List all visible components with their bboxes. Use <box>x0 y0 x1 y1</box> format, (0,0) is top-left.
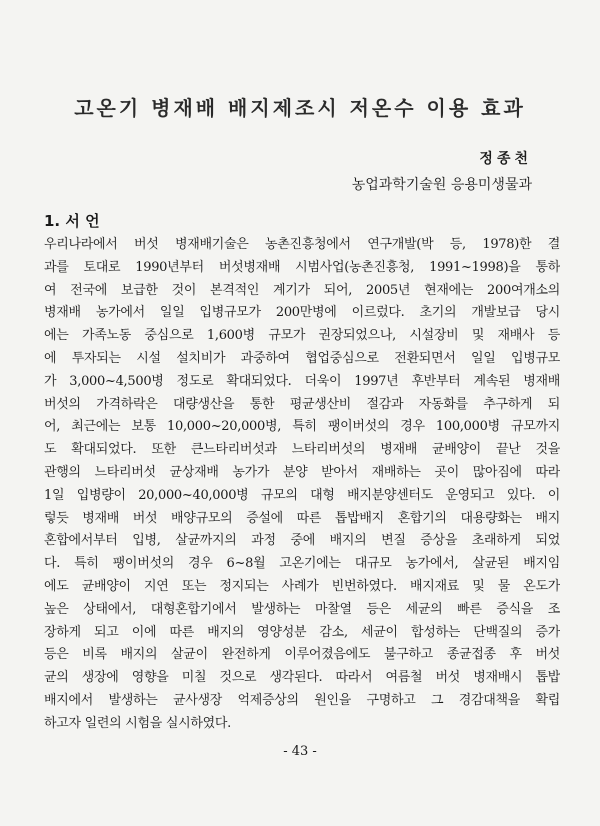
body-line: 에도 균배양이 지연 또는 정지되는 사례가 빈번하였다. 배지재료 및 물 온도가 <box>44 578 560 594</box>
body-line: 등은 비록 배지의 살균이 완전하게 이루어졌음에도 불구하고 종균접종 후 버섯 <box>44 647 560 663</box>
body-line: 어, 최근에는 보통 10,000~20,000병, 특히 팽이버섯의 경우 100,000병 규모까지 <box>44 419 560 435</box>
paper-title: 고온기 병재배 배지제조시 저온수 이용 효과 <box>74 96 526 120</box>
body-line: 버섯의 가격하락은 대량생산을 통한 평균생산비 절감과 자동화를 추구하게 되 <box>44 396 560 412</box>
author-name: 정종천 <box>479 151 532 167</box>
author-affiliation: 농업과학기술원 응용미생물과 <box>351 177 532 193</box>
body-line: 높은 상태에서, 대형혼합기에서 발생하는 마찰열 등은 세균의 빠른 증식을 조 <box>44 601 560 617</box>
section-heading: 1. 서 언 <box>44 212 100 230</box>
body-line: 가 3,000~4,500병 정도로 확대되었다. 더욱이 1997년 후반부터 계속된 병재배 <box>44 373 560 389</box>
body-line: 우리나라에서 버섯 병재배기술은 농촌진흥청에서 연구개발(박 등, 1978)한 결 <box>44 237 560 252</box>
body-line: 병재배 농가에서 일일 입병규모가 200만병에 이르렀다. 초기의 개발보급 당시 <box>44 305 560 321</box>
body-line: 과를 토대로 1990년부터 버섯병재배 시범사업(농촌진흥청, 1991~1998)을 통하 <box>44 259 560 275</box>
body-line: 배지에서 발생하는 균사생장 억제증상의 원인을 구명하고 그 경감대책을 확립 <box>44 692 560 708</box>
section-body <box>44 234 560 736</box>
body-line: 하고자 일련의 시험을 실시하였다. <box>44 715 231 731</box>
body-line: 균의 생장에 영향을 미칠 것으로 생각된다. 따라서 여름철 버섯 병재배시 톱밥 <box>44 670 560 686</box>
body-line: 에는 가족노동 중심으로 1,600병 규모가 권장되었으나, 시설장비 및 재배사 등 <box>44 328 560 344</box>
body-line: 도 확대되었다. 또한 큰느타리버섯과 느타리버섯의 병재배 균배양이 끝난 것을 <box>44 442 560 458</box>
body-line: 1일 입병량이 20,000~40,000병 규모의 대형 배지분양센터도 운영되고 있다. 이 <box>44 487 560 503</box>
body-line: 장하게 되고 이에 따른 배지의 영양성분 감소, 세균이 합성하는 단백질의 증가 <box>44 624 560 640</box>
author-block <box>352 146 532 198</box>
body-line: 렇듯 병재배 버섯 배양규모의 증설에 따른 톱밥배지 혼합기의 대용량화는 배지 <box>44 510 560 526</box>
page-number: - 43 - <box>283 744 317 759</box>
body-line: 여 전국에 보급한 것이 본격적인 계기가 되어, 2005년 현재에는 200여개소의 <box>44 282 560 298</box>
body-line: 다. 특히 팽이버섯의 경우 6~8월 고온기에는 대규모 농가에서, 살균된 배지임 <box>44 556 560 572</box>
body-line: 에 투자되는 시설 설치비가 과중하여 협업중심으로 전환되면서 일일 입병규모 <box>44 350 560 366</box>
body-line: 혼합에서부터 입병, 살균까지의 과정 중에 배지의 변질 증상을 초래하게 되었 <box>44 533 560 549</box>
body-line: 관행의 느타리버섯 균상재배 농가가 분양 받아서 재배하는 곳이 많아짐에 따라 <box>44 464 560 480</box>
